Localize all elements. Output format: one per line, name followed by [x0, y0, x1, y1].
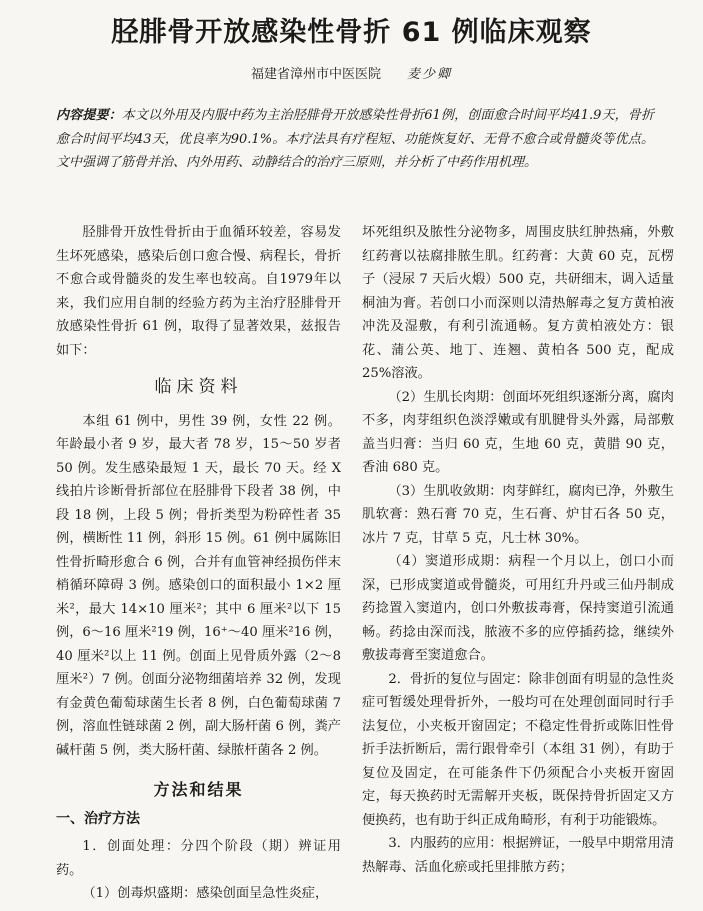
clinical-data-paragraph: 本组 61 例中，男性 39 例，女性 22 例。年龄最小者 9 岁，最大者 78 岁，15～50 岁者 50 例。发生感染最短 1 天，最长 70 天。经 X 线拍片诊断骨折部位在胫腓骨下段者 38 例，中段 18 例，上段 5 例；骨折类型为粉碎性者 35 例，横断性 11 例，斜形 15 例。61 例中属陈旧性骨折畸形愈合 6 例，合并有血管神经损伤伴末梢循环障碍 3 例。感染创口的面积最小 1×2 厘米²，最大 14×10 厘米²；其中 6 厘米²以下 15 例，6～16 厘米²19 例，16⁺～40 厘米²16 例，40 厘米²以上 11 例。创面上见骨质外露（2～8 厘米²）7 例。创面分泌物细菌培养 32 例，发现有金黄色葡萄球菌生长者 8 例，白色葡萄球菌 7 例，溶血性链球菌 2 例，副大肠杆菌 6 例，粪产碱杆菌 5 例，类大肠杆菌、绿脓杆菌各 2 例。	[56, 413, 341, 758]
stage1-paragraph-start: （1）创毒炽盛期：感染创面呈急性炎症，	[82, 886, 329, 901]
stage1-paragraph-continued: 坏死组织及脓性分泌物多，周围皮肤红肿热痛，外敷红药膏以祛腐排脓生肌。红药膏：大黄 60 克，瓦楞子（浸尿 7 天后火煅）500 克，共研细末，调入适量桐油为膏。若创口小而深则以清热解毒之复方黄柏液冲洗及湿敷，有利引流通畅。复方黄柏液处方：银花、蒲公英、地丁、连翘、黄柏各 500 克，配成 25%溶液。	[362, 225, 674, 381]
fixation-paragraph: 2．骨折的复位与固定：除非创面有明显的急性炎症可暂缓处理骨折外，一般均可在处理创面同时行手法复位，小夹板开窗固定；不稳定性骨折或陈旧性骨折手法折断后，需行跟骨牵引（本组 31 例），有助于复位及固定，在可能条件下仍须配合小夹板开窗固定，每天换药时无需解开夹板，既保持骨折固定又方便换药，也有助于纠正成角畸形，有利于功能锻炼。	[362, 671, 674, 828]
section-heading-methods: 方法和结果	[153, 780, 244, 799]
abstract-label: 内容提要：	[56, 108, 122, 123]
paper-title: 胫腓骨开放感染性骨折 61 例临床观察	[111, 17, 592, 48]
stage2-paragraph: （2）生肌长肉期：创面坏死组织逐渐分离，腐肉不多，肉芽组织色淡浮嫩或有肌腱骨头外露，局部敷盖当归膏：当归 60 克，生地 60 克，黄腊 90 克，香油 680 克。	[362, 389, 674, 475]
abstract-text: 本文以外用及内服中药为主治胫腓骨开放感染性骨折61例，创面愈合时间平均41.9天，骨折愈合时间平均43天，优良率为90.1%。本疗法具有疗程短、功能恢复好、无骨不愈合或骨髓炎等优点。文中强调了筋骨并治、内外用药、动静结合的治疗三原则，并分析了中药作用机理。	[56, 108, 654, 170]
section-heading-clinical: 临床资料	[154, 377, 243, 397]
byline	[0, 63, 703, 82]
subsection-heading-treatment: 一、治疗方法	[56, 810, 140, 827]
left-column	[56, 221, 341, 906]
affiliation: 福建省漳州市中医医院	[250, 67, 381, 82]
author-name: 麦少卿	[407, 67, 453, 82]
right-column	[362, 221, 674, 879]
wound-treatment-paragraph: 1．创面处理：分四个阶段（期）辨证用药。	[56, 839, 341, 878]
stage4-paragraph: （4）窦道形成期：病程一个月以上，创口小而深，已形成窦道或骨髓炎，可用红升丹或三仙丹制成药捻置入窦道内，创口外敷拔毒膏，保持窦道引流通畅。药捻由深而浅，脓液不多的应停插药捻，继续外敷拔毒膏至窦道愈合。	[362, 554, 674, 663]
intro-paragraph: 胫腓骨开放性骨折由于血循环较差，容易发生坏死感染，感染后创口愈合慢、病程长，骨折不愈合或骨髓炎的发生率也较高。自1979年以来，我们应用自制的经验方药为主治疗胫腓骨开放感染性骨折 61 例，取得了显著效果，兹报告如下：	[56, 225, 341, 358]
abstract	[56, 104, 654, 175]
stage3-paragraph: （3）生肌收敛期：肉芽鲜红，腐肉已净，外敷生肌软膏：熟石膏 70 克，生石膏、炉甘石各 50 克，冰片 7 克，甘草 5 克，凡士林 30%。	[362, 483, 674, 546]
internal-medicine-paragraph: 3．内服药的应用：根据辨证，一般早中期常用清热解毒、活血化瘀或托里排脓方药；	[362, 836, 674, 875]
